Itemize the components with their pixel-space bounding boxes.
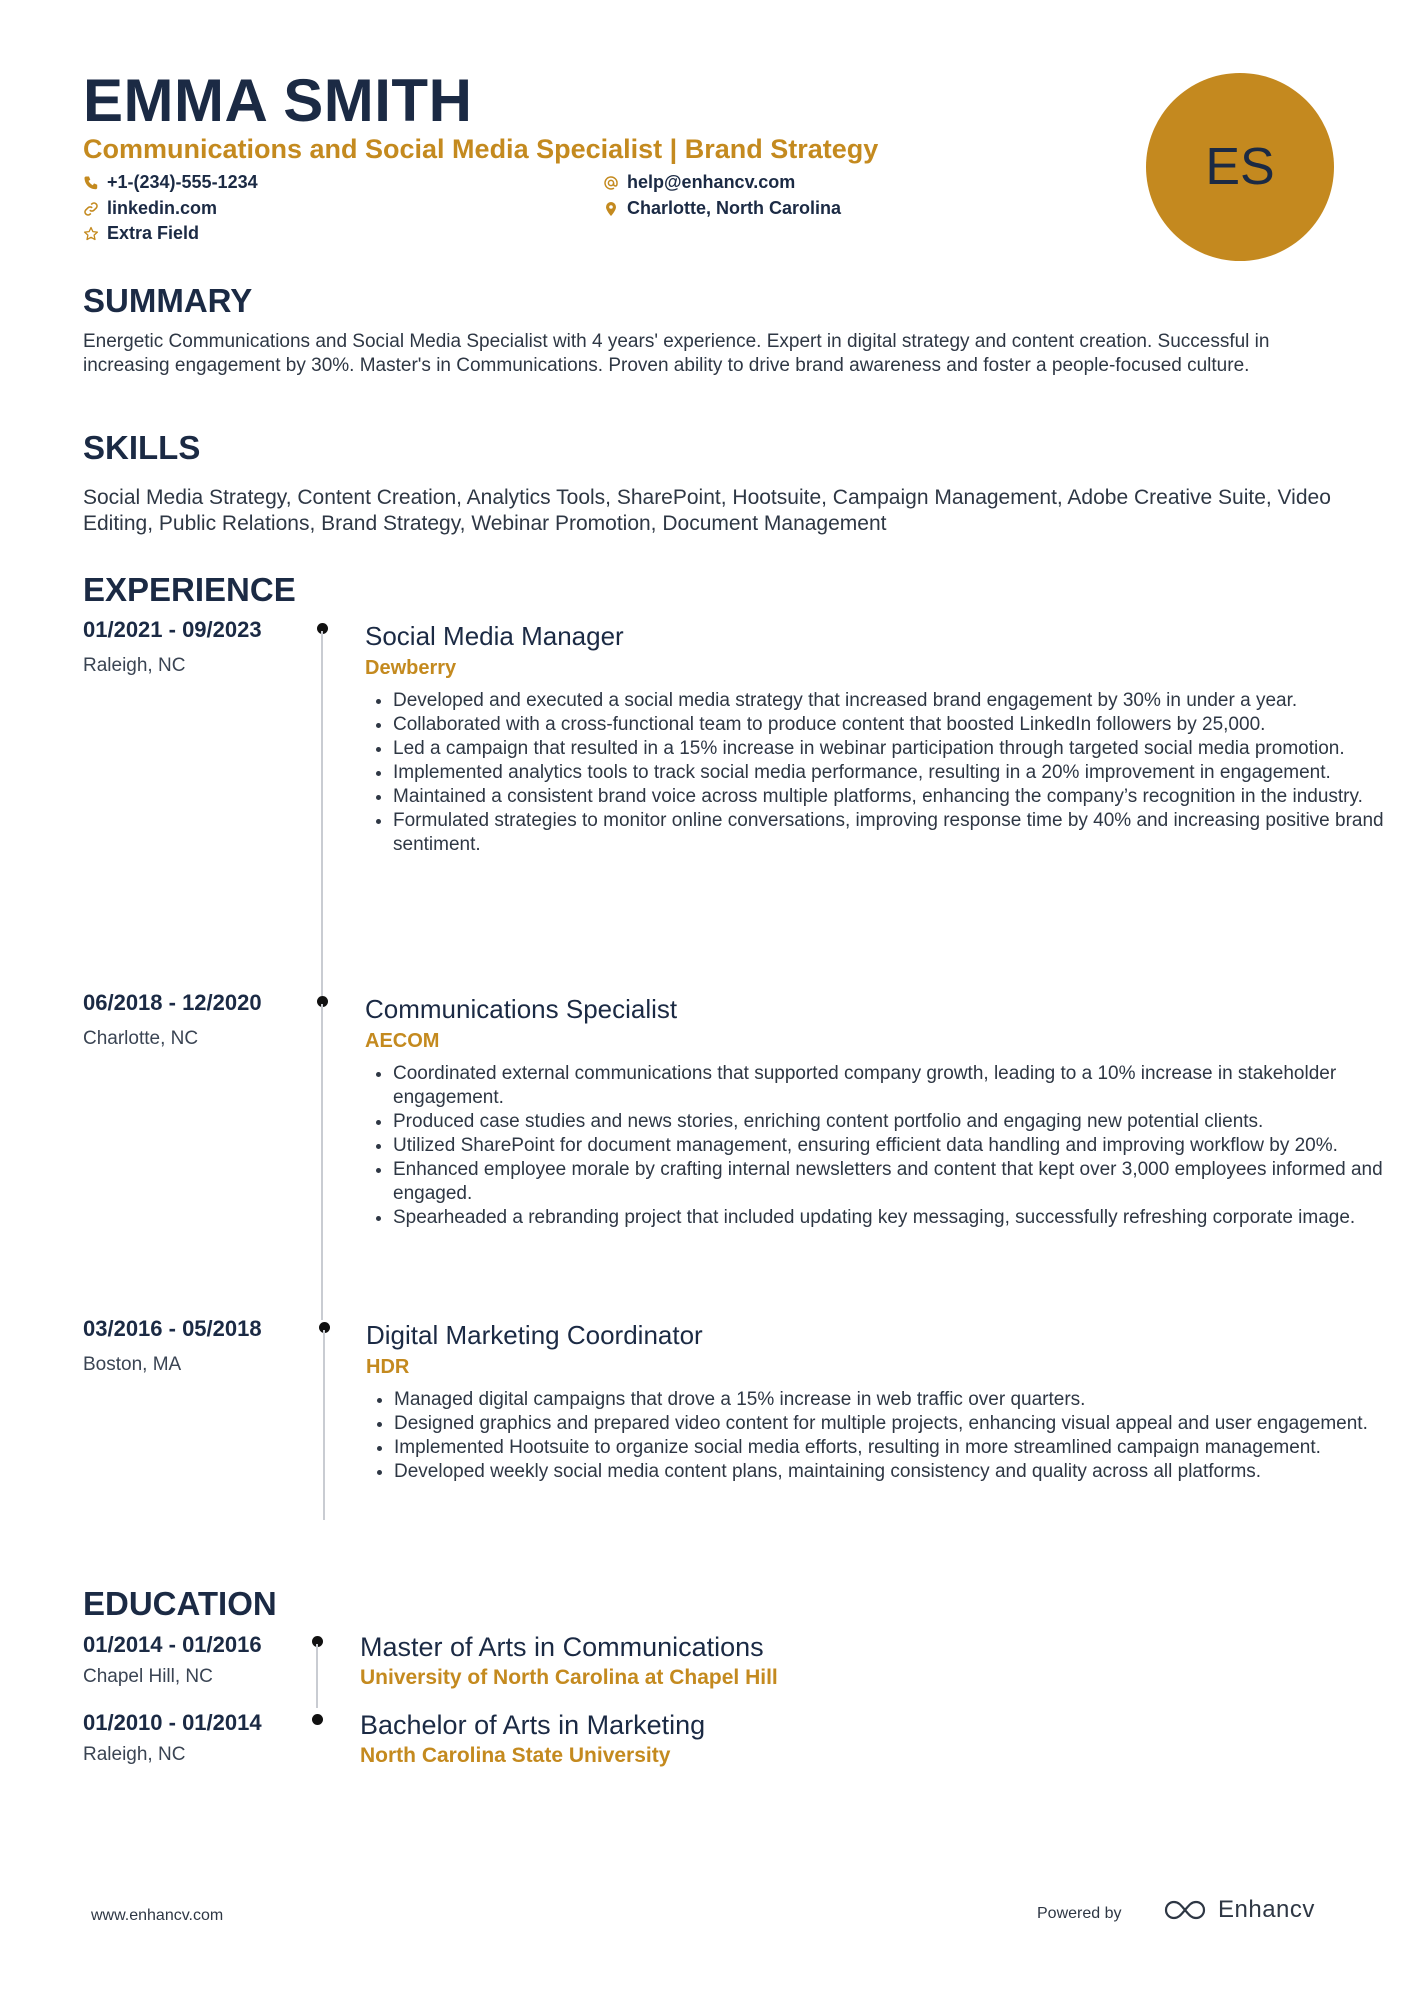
education-location: Raleigh, NC [83,1744,186,1765]
job-bullet: • Implemented analytics tools to track social media performance, resulting in a 20% improvement in engagement. [393,761,1410,785]
job-location: Boston, MA [83,1354,182,1375]
job-dates: 03/2016 - 05/2018 [83,1316,262,1341]
phone-text: +1-(234)-555-1234 [107,172,258,192]
job-bullet: • Collaborated with a cross-functional team to produce content that boosted LinkedIn followers by 25,000. [393,713,1410,737]
skills-heading: SKILLS [83,429,201,466]
job-bullet: • Utilized SharePoint for document management, ensuring efficient data handling and improving workflow by 20%. [393,1134,1410,1158]
timeline-line [316,1644,318,1708]
job-location: Raleigh, NC [83,655,186,676]
education-location: Chapel Hill, NC [83,1666,213,1687]
skills-text: Social Media Strategy, Content Creation, Analytics Tools, SharePoint, Hootsuite, Campaign Management, Adobe Creative Suite, Video Editing, Public Relations, Brand Strategy, Webinar Promotion, Document Management [83,486,1331,535]
job-bullet: • Designed graphics and prepared video content for multiple projects, enhancing visual appeal and user engagement. [394,1412,1410,1436]
education-dates: 01/2014 - 01/2016 [83,1632,262,1657]
job-bullet: • Spearheaded a rebranding project that included updating key messaging, successfully refreshing corporate image. [393,1206,1410,1230]
linkedin-text: linkedin.com [107,198,218,218]
phone-icon [83,175,99,191]
job-location: Charlotte, NC [83,1028,199,1049]
footer-website-link[interactable]: www.enhancv.com [91,1907,224,1924]
brand-logo[interactable] [1162,1896,1315,1924]
education-dates: 01/2010 - 01/2014 [83,1710,262,1735]
job-title: Digital Marketing Coordinator [366,1320,703,1350]
contact-email[interactable] [603,172,795,193]
avatar-initials: ES [1205,138,1275,196]
job-bullet: • Maintained a consistent brand voice across multiple platforms, enhancing the company’s recognition in the industry. [393,785,1410,809]
job-dates: 06/2018 - 12/2020 [83,990,262,1015]
job-title: Social Media Manager [365,621,624,651]
job-bullet: • Coordinated external communications that supported company growth, leading to a 10% increase in stakeholder engagement. [393,1062,1410,1110]
extra-field-text: Extra Field [107,223,200,243]
enhancv-logo-icon [1162,1897,1208,1923]
job-bullet: • Led a campaign that resulted in a 15% increase in webinar participation through targeted social media promotion. [393,737,1410,761]
job-bullet: • Formulated strategies to monitor online conversations, improving response time by 40% and increasing positive brand sentiment. [393,809,1410,857]
job-company: HDR [366,1356,410,1378]
job-bullet: • Managed digital campaigns that drove a 15% increase in web traffic over quarters. [394,1388,1410,1412]
candidate-name: EMMA SMITH [83,67,473,134]
school-name: University of North Carolina at Chapel Hill [360,1666,778,1689]
experience-heading: EXPERIENCE [83,571,296,608]
summary-text: Energetic Communications and Social Media Specialist with 4 years' experience. Expert in digital strategy and content creation. Successful in increasing engagement by 30%. Master's in Communications. Proven ability to drive brand awareness and foster a people-focused culture. [83,331,1270,376]
powered-by-label: Powered by [1037,1905,1122,1922]
job-bullet: • Enhanced employee morale by crafting internal newsletters and content that kept over 3,000 employees informed and engaged. [393,1158,1410,1206]
location-text: Charlotte, North Carolina [627,198,842,218]
job-dates: 01/2021 - 09/2023 [83,617,262,642]
timeline-line [323,1330,325,1520]
timeline-line [321,631,323,996]
job-title: Communications Specialist [365,994,678,1024]
star-icon [83,226,99,242]
summary-heading: SUMMARY [83,282,253,319]
at-sign-icon [603,175,619,191]
location-pin-icon [603,201,619,217]
timeline-dot [312,1714,323,1725]
job-bullet: • Produced case studies and news stories, enriching content portfolio and engaging new potential clients. [393,1110,1410,1134]
link-icon [83,201,99,217]
email-text: help@enhancv.com [627,172,796,192]
contact-phone[interactable] [83,172,258,193]
contact-linkedin[interactable] [83,198,217,219]
degree-title: Bachelor of Arts in Marketing [360,1710,706,1740]
job-bullet: • Implemented Hootsuite to organize social media efforts, resulting in more streamlined campaign management. [394,1436,1410,1460]
job-bullet: • Developed weekly social media content plans, maintaining consistency and quality across all platforms. [394,1460,1410,1484]
degree-title: Master of Arts in Communications [360,1632,764,1662]
school-name: North Carolina State University [360,1744,671,1767]
brand-name: Enhancv [1218,1896,1315,1923]
job-bullets [365,689,1410,857]
job-bullets [366,1388,1410,1484]
job-bullets [365,1062,1410,1230]
job-company: AECOM [365,1030,440,1052]
job-bullet: • Developed and executed a social media strategy that increased brand engagement by 30% in under a year. [393,689,1410,713]
candidate-headline: Communications and Social Media Specialist | Brand Strategy [83,134,879,164]
avatar [1146,73,1334,261]
education-heading: EDUCATION [83,1585,277,1622]
contact-location [603,198,841,219]
job-company: Dewberry [365,657,457,679]
timeline-line [321,1004,323,1320]
contact-extra [83,223,199,244]
